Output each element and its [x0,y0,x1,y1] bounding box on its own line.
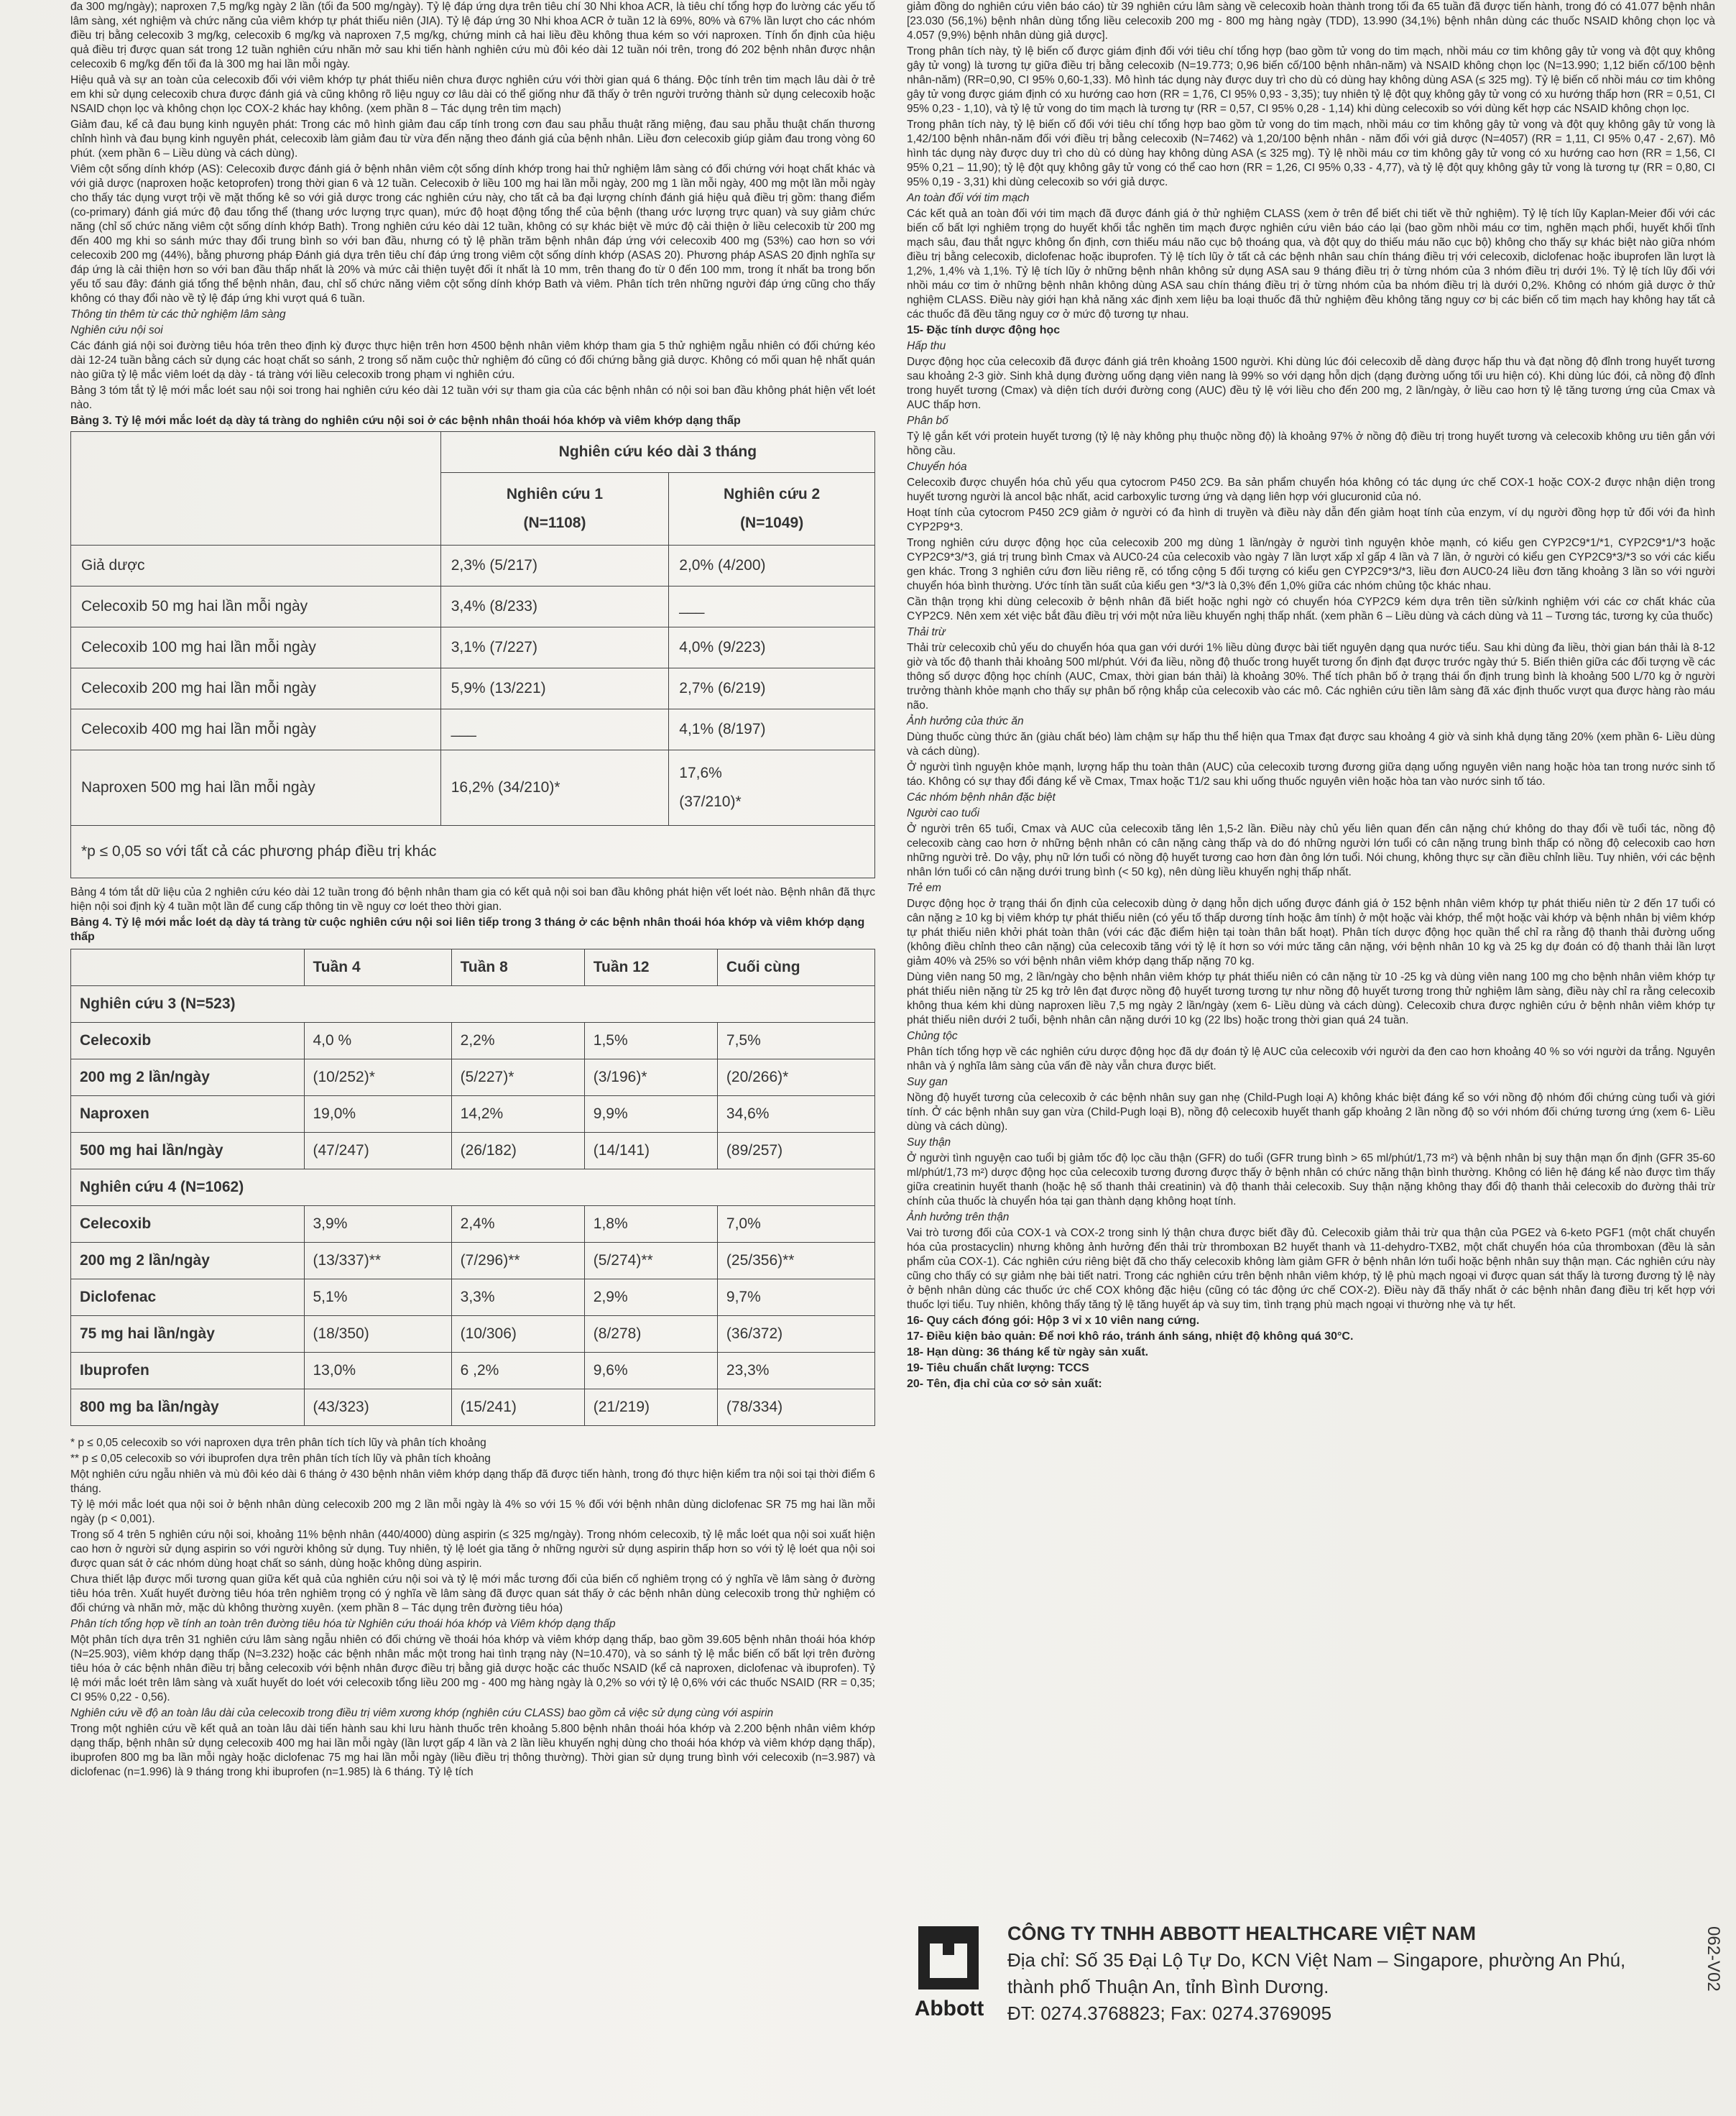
company-address: Địa chỉ: Số 35 Đại Lộ Tự Do, KCN Việt Nam – Singapore, phường An Phú, [1007,1949,1626,1971]
table-row: Celecoxib 400 mg hai lần mỗi ngày ___ 4,1% (8/197) [71,709,875,750]
section-heading: 20- Tên, địa chỉ của cơ sở sản xuất: [907,1378,1102,1390]
section-heading: 17- Điều kiện bảo quản: Để nơi khô ráo, tránh ánh sáng, nhiệt độ không quá 30°C. [907,1330,1354,1343]
table-4 [70,949,875,1426]
paragraph: Tỷ lệ mới mắc loét qua nội soi ở bệnh nhân dùng celecoxib 200 mg 2 lần mỗi ngày là 4% so với 15 % đối với bệnh nhân dùng diclofenac SR 75 mg hai lần mỗi ngày (p < 0,001). [70,1499,875,1525]
paragraph: Trong một nghiên cứu về kết quả an toàn lâu dài tiến hành sau khi lưu hành thuốc trên khoảng 5.800 bệnh nhân thoái hóa khớp và 2.200 bệnh nhân viêm khớp dạng thấp, bệnh nhân sử dụng celecoxib 400 mg hai lần mỗi ngày (lần lượt gấp 4 lần và 2 lần liều khuyến nghị dùng cho thoái hóa khớp và viêm khớp dạng thấp), ibuprofen 800 mg ba lần mỗi ngày hoặc diclofenac 75 mg hai lần mỗi ngày (liều điều trị thông thường). Thời gian sử dụng trung bình với celecoxib (n=3.987) và diclofenac (n=1.996) là 9 tháng trong khi ibuprofen (n=1.985) là 6 tháng. Tỷ lệ tích [70,1723,875,1778]
paragraph: Trong nghiên cứu dược động học của celecoxib 200 mg dùng 1 lần/ngày ở người tình nguyện khỏe mạnh, có kiểu gen CYP2C9*1/*1, CYP2C9*1/*3 hoặc CYP2C9*3/*3, giá trị trung bình Cmax và AUC0-24 của celecoxib vào ngày 7 lần lượt xấp xỉ gấp 4 lần và 7 lần, ở người có kiểu gen CYP2C9*3/*3 so với các kiểu gen khác. Trong 3 nghiên cứu đơn liều riêng rẽ, có tổng cộng 5 đối tượng có kiểu gen CYP2C9*3/*3, liều đơn AUC0-24 liều đơn tăng khoảng 3 lần so với người chuyển hóa bình thường. Ước tính tần suất của kiểu gen *3/*3 là 0,3% đến 1,0% giữa các nhóm chủng tộc khác nhau. [907,537,1715,592]
table-footnote-row: *p ≤ 0,05 so với tất cả các phương pháp điều trị khác [71,826,875,878]
subheading: An toàn đối với tim mạch [907,192,1030,204]
table-row: Celecoxib 200 mg hai lần mỗi ngày 5,9% (13/221) 2,7% (6/219) [71,668,875,709]
table-row: Ibuprofen 13,0% 6 ,2% 9,6% 23,3% [71,1353,875,1389]
table-row: 75 mg hai lần/ngày (18/350) (10/306) (8/278) (36/372) [71,1316,875,1353]
company-name: CÔNG TY TNHH ABBOTT HEALTHCARE VIỆT NAM [1007,1923,1476,1944]
subheading: Nghiên cứu nội soi [70,324,163,336]
subheading: Ảnh hưởng của thức ăn [907,715,1024,727]
paragraph: Dược động học của celecoxib đã được đánh giá trên khoảng 1500 người. Khi dùng lúc đói celecoxib dễ dàng được hấp thu và đạt nồng độ đỉnh trong huyết tương sau khoảng 2-3 giờ. Sinh khả dụng đường uống dạng viên nang là 99% so với dạng hỗn dịch (dạng đường uống tối ưu hiện có). Khi dùng lúc đói, cả nồng độ đỉnh trong huyết tương (Cmax) và diện tích dưới đường cong (AUC) đều tỷ lệ với liều cho đến 200 mg, 2 lần/ngày, ở liều cao hơn tỷ lệ tăng tương ứng của Cmax và AUC thấp hơn. [907,356,1715,411]
right-column [907,0,1715,1393]
table-header-empty [71,432,441,546]
paragraph: Dùng thuốc cùng thức ăn (giàu chất béo) làm chậm sự hấp thu thể hiện qua Tmax đạt được sau khoảng 4 giờ và sinh khả dụng tăng 20% (xem phần 6- Liều dùng và cách dùng). [907,731,1715,758]
abbott-logo [907,1922,992,2030]
footnote: ** p ≤ 0,05 celecoxib so với ibuprofen dựa trên phân tích tích lũy và phân tích khoảng [70,1453,491,1465]
paragraph: Giảm đau, kể cả đau bụng kinh nguyên phát: Trong các mô hình giảm đau cấp tính trong cơn đau sau phẫu thuật răng miệng, đau sau phẫu thuật chấn thương chỉnh hình và đau bụng kinh nguyên phát, celecoxib làm giảm đau từ vừa đến nặng theo đánh giá của bệnh nhân. Liều đơn celecoxib giúp giảm đau trong vòng 60 phút. (xem phần 6 – Liều dùng và cách dùng). [70,119,875,160]
paragraph: Phân tích tổng hợp về các nghiên cứu dược động học đã dự đoán tỷ lệ AUC của celecoxib với người da đen cao hơn khoảng 40 % so với người da trắng. Nguyên nhân và ý nghĩa lâm sàng của vấn đề này vẫn chưa được biết. [907,1046,1715,1072]
table-row: Naproxen 19,0% 14,2% 9,9% 34,6% [71,1096,875,1133]
paragraph: Bảng 4 tóm tắt dữ liệu của 2 nghiên cứu kéo dài 12 tuần trong đó bệnh nhân tham gia có kết quả nội soi ban đầu không phát hiện vết loét nào. Bệnh nhân đã thực hiện nội soi định kỳ 4 tuần một lần để cung cấp thông tin về nguy cơ loét theo thời gian. [70,886,875,913]
subheading: Phân tích tổng hợp về tính an toàn trên đường tiêu hóa từ Nghiên cứu thoái hóa khớp và Viêm khớp dạng thấp [70,1618,616,1630]
paragraph: Nồng độ huyết tương của celecoxib ở các bệnh nhân suy gan nhẹ (Child-Pugh loại A) không khác biệt đáng kể so với nồng độ nhóm đối chứng cùng tuổi và giới tính. Ở các bệnh nhân suy gan vừa (Child-Pugh loại B), nồng độ celecoxib huyết thanh gấp khoảng 2 lần nồng độ so với nhóm đối chứng tương ứng (xem 6- Liều dùng và cách dùng). [907,1092,1715,1133]
table-row: 200 mg 2 lần/ngày (13/337)** (7/296)** (5/274)** (25/356)** [71,1243,875,1279]
subheading: Phân bố [907,415,948,427]
subheading: Thải trừ [907,626,946,638]
paragraph: Trong phân tích này, tỷ lệ biến cố được giám định đối với tiêu chí tổng hợp (bao gồm tử vong do tim mạch, nhồi máu cơ tim không gây tử vong và đột quỵ không gây tử vong) là tương tự giữa điều trị bằng celecoxib (N=19.773; 0,96 biến cố/100 bệnh nhân-năm) và NSAID không chọn lọc (N=13.990; 1,12 biến cố/100 bệnh nhân-năm) (RR=0,90, CI 95% 0,60-1,33). Mô hình tác dụng này được duy trì cho dù có dùng hay không dùng ASA (≤ 325 mg). Tỷ lệ biến cố nhồi máu cơ tim không gây tử vong được giám định có xu hướng cao hơn (RR = 1,76, CI 95% 0,93 - 3,35); tuy nhiên tỷ lệ đột quỵ không gây tử vong có xu hướng thấp hơn (RR = 0,51, CI 95% 0,23 - 1,10), và tỷ lệ tử vong do tim mạch là tương tự (RR = 0,57, CI 95% 0,28 - 1,14) khi dùng celecoxib so với dùng kết hợp các NSAID không chọn lọc. [907,45,1715,115]
table-group-row: Nghiên cứu 4 (N=1062) [71,1169,875,1206]
subheading: Người cao tuổi [907,807,980,819]
section-heading: 19- Tiêu chuẩn chất lượng: TCCS [907,1362,1089,1374]
section-heading: 16- Quy cách đóng gói: Hộp 3 vỉ x 10 viên nang cứng. [907,1315,1200,1327]
document-code: 062-V02 [1704,1926,1723,1992]
table-row: Celecoxib 100 mg hai lần mỗi ngày 3,1% (7/227) 4,0% (9/223) [71,627,875,668]
table-row: 200 mg 2 lần/ngày (10/252)* (5/227)* (3/196)* (20/266)* [71,1059,875,1096]
paragraph: Vai trò tương đối của COX-1 và COX-2 trong sinh lý thận chưa được biết đầy đủ. Celecoxib giảm thải trừ qua thận của PGE2 và 6-keto PGF1 (một chất chuyển hóa của prostacyclin) nhưng không ảnh hưởng đến thải trừ thromboxan B2 huyết thanh và 11-dehydro-TXB2, một chất chuyển hóa của thromboxan (đều là sản phẩm của COX-1). Các nghiên cứu riêng biệt đã cho thấy celecoxib không làm giảm GFR ở bệnh nhân lớn tuổi hoặc bệnh nhân suy thận mạn. Các nghiên cứu này cũng cho thấy có sự giảm nhẹ bài tiết natri. Trong các nghiên cứu trên bệnh nhân viêm khớp, tỷ lệ phù mạch ngoại vi được quan sát thấy là tương đương tỷ lệ này ở bệnh nhân dùng các thuốc ức chế COX không đặc hiệu (cũng có tác động ức chế COX-2). Điều này đã thấy nhất ở các bệnh nhân đang điều trị kết hợp với thuốc lợi tiểu. Tuy nhiên, không thấy tăng tỷ lệ tăng huyết áp và suy tim, tình trạng phù mạch ngoại vi thường nhẹ và tự hết. [907,1227,1715,1311]
paragraph: Một phân tích dựa trên 31 nghiên cứu lâm sàng ngẫu nhiên có đối chứng về thoái hóa khớp và viêm khớp dạng thấp, bao gồm 39.605 bệnh nhân thoái hóa khớp (N=25.903), viêm khớp dạng thấp (N=3.232) hoặc các bệnh nhân mắc một trong hai tình trạng này (N=10.470), và so sánh tỷ lệ mắc biến cố bất lợi trên đường tiêu hóa ở các bệnh nhân điều trị bằng celecoxib với bệnh nhân được điều trị bằng giả dược hoặc các thuốc NSAID (kể cả naproxen, diclofenac và ibuprofen). Tỷ lệ mới mắc loét trên lâm sàng và xuất huyết do loét với celecoxib tổng liều 200 mg - 400 mg hàng ngày là 0,2% so với tỷ lệ 0,6% với các thuốc NSAID (RR = 0,35; CI 95% 0,22 - 0,56). [70,1634,875,1703]
paragraph: Viêm cột sống dính khớp (AS): Celecoxib được đánh giá ở bệnh nhân viêm cột sống dính khớp trong hai thử nghiệm lâm sàng có đối chứng với hoạt chất khác và với giả dược (naproxen hoặc ketoprofen) trong thời gian 6 và 12 tuần. Celecoxib ở liều 100 mg hai lần mỗi ngày, 200 mg 1 lần mỗi ngày, 400 mg một lần mỗi ngày cho thấy tác dụng vượt trội về mặt thống kê so với giả dược trong các nghiên cứu này, cho tất cả ba đại lượng chính đánh giá hiệu quả điều trị gồm: thang điểm (co-primary) đánh giá mức độ đau tổng thể (thang ước lượng trực quan), mức độ hoạt động tổng thể của bệnh (thang ước lượng trực quan) và suy giảm chức năng (chỉ số chức năng viêm cột sống dính khớp Bath). Trong nghiên cứu kéo dài 12 tuần, không có sự khác biệt về mức độ cải thiện ở liều celecoxib từ 200 mg đến 400 mg khi so sánh mức thay đổi trung bình so với ban đầu, nhưng có tỷ lệ phần trăm bệnh nhân đáp ứng với celecoxib 400 mg (53%) cao hơn so với celecoxib 200 mg (44%), bằng phương pháp Đánh giá dựa trên tiêu chí đáp ứng trong viêm cột sống dính khớp (ASAS 20). Phương pháp ASAS 20 định nghĩa sự đáp ứng là cải thiện hơn so với ban đầu thấp nhất là 20% và mức cải thiện tuyệt đối ít nhất là 10 mm, trên thang đo từ 0 đến 100 mm, trong ít nhất ba trong bốn yếu tố sau đây: đánh giá tổng thể bệnh nhân, đau, chỉ số chức năng viêm cột sống dính khớp Bath và viêm. Phân tích trên những người đáp ứng cũng cho thấy không có thay đổi nào về tỷ lệ đáp ứng khi vượt quá 6 tuần. [70,163,875,305]
paragraph: giảm đồng do nghiên cứu viên báo cáo) từ 39 nghiên cứu lâm sàng về celecoxib hoàn thành trong tối đa 65 tuần đã được tiến hành, trong đó có 41.077 bệnh nhân [23.030 (56,1%) bệnh nhân dùng tổng liều celecoxib 200 mg - 800 mg hàng ngày (TDD), 13.990 (34,1%) bệnh nhân dùng các thuốc NSAID không chọn lọc và 4.057 (9,9%) bệnh nhân dùng giả dược]. [907,1,1715,42]
paragraph: Hoạt tính của cytocrom P450 2C9 giảm ở người có đa hình di truyền và điều này dẫn đến giảm hoạt tính của enzym, ví dụ người đồng hợp tử đối với đa hình CYP2P9*3. [907,507,1715,533]
paragraph: đa 300 mg/ngày); naproxen 7,5 mg/kg ngày 2 lần (tối đa 500 mg/ngày). Tỷ lệ đáp ứng dựa trên tiêu chí 30 Nhi khoa ACR, là tiêu chí tổng hợp đo lường các yếu tố lâm sàng, xét nghiệm và chức năng của viêm khớp tự phát thiếu niên (JIA). Tỷ lệ đáp ứng 30 Nhi khoa ACR ở tuần 12 là 69%, 80% và 67% lần lượt cho các nhóm điều trị bằng celecoxib 3 mg/kg, celecoxib 6 mg/kg và naproxen 7,5 mg/kg, chứng minh cả hai liều đều không thua kém so với naproxen. Tính ổn định của hiệu quả điều trị được quan sát trong 12 tuần nghiên cứu nhãn mở sau khi tiến hành nghiên cứu mù đôi kéo dài 12 tuần nói trên, trong đó 202 bệnh nhân được nhận celecoxib 6 mg/kg đến tối đa là 300 mg hai lần mỗi ngày. [70,1,875,70]
manufacturer-block [907,1920,1712,2043]
paragraph: Dùng viên nang 50 mg, 2 lần/ngày cho bệnh nhân viêm khớp tự phát thiếu niên có cân nặng từ 10 -25 kg và dùng viên nang 100 mg cho bệnh nhân viêm khớp tự phát thiếu niên nặng từ 25 kg trở lên đạt được nồng độ huyết tương tương tự như nồng độ huyết tương trong thử nghiệm lâm sàng, điều này chỉ ra rằng celecoxib không thua kém khi dùng naproxen liều 7,5 mg ngày 2 lần/ngày (xem 6- Liều dùng và cách dùng). Celecoxib chưa được nghiên cứu ở bệnh nhân viêm khớp tự phát thiếu niên dưới 2 tuổi, bệnh nhân cân nặng dưới 10 kg (22 lbs) hoặc trong thời gian quá 24 tuần. [907,971,1715,1026]
paragraph: Ở người trên 65 tuổi, Cmax và AUC của celecoxib tăng lên 1,5-2 lần. Điều này chủ yếu liên quan đến cân nặng chứ không do thay đổi về tuổi tác, nồng độ celecoxib càng cao hơn ở những bệnh nhân có cân nặng càng thấp và do đó những người lớn tuổi có cân nặng trung bình thấp có nồng độ celecoxib cao hơn những người trẻ. Do vậy, phụ nữ lớn tuổi có nồng độ huyết tương cao hơn đàn ông lớn tuổi. Nói chung, không thực sự cần điều chỉnh liều. Tuy nhiên, với các bệnh nhân lớn tuổi có cân nặng dưới trung bình (< 50 kg), nên dùng liều khuyến nghị thấp nhất. [907,823,1715,878]
paragraph: Bảng 3 tóm tắt tỷ lệ mới mắc loét sau nội soi trong hai nghiên cứu kéo dài 12 tuần với sự tham gia của các bệnh nhân có nội soi ban đầu không phát hiện vết loét nào. [70,385,875,411]
paragraph: Các kết quả an toàn đối với tim mạch đã được đánh giá ở thử nghiệm CLASS (xem ở trên để biết chi tiết về thử nghiệm). Tỷ lệ tích lũy Kaplan-Meier đối với các biến cố bất lợi nghiêm trọng do huyết khối tắc nghẽn tim mạch được nghiên cứu viên báo cáo lại (bao gồm nhồi máu cơ tim, nghẽn mạch phổi, huyết khối tĩnh mạch sâu, đau thắt ngực không ổn định, cơn thiếu máu não cục bộ thoáng qua, và đột quỵ do thiếu máu não cục bộ) không cho thấy sự khác biệt nào giữa nhóm điều trị bằng celecoxib, diclofenac hoặc ibuprofen. Tỷ lệ tích lũy ở tất cả các bệnh nhân sau chín tháng điều trị với celecoxib, diclofenac hoặc ibuprofen lần lượt là 1,2%, 1,4% và 1,1%. Tỷ lệ tích lũy ở những bệnh nhân không sử dụng ASA sau 9 tháng điều trị ở từng nhóm của 3 nhóm điều trị dưới 1%. Tỷ lệ tích lũy đối với nhồi máu cơ tim ở những bệnh nhân không dùng ASA sau chín tháng điều trị ở từng nhóm của ba nhóm điều trị là dưới 0,2%. Không có nhóm giả dược ở thử nghiệm CLASS. Điều này giới hạn khả năng xác định xem liệu ba loại thuốc đã thử nghiệm đều không tăng nguy cơ bị các biến cố tim mạch hay không hay tất cả các thuốc đã đều tăng nguy cơ ở mức độ tương tự nhau. [907,208,1715,321]
paragraph: Cần thận trọng khi dùng celecoxib ở bệnh nhân đã biết hoặc nghi ngờ có chuyển hóa CYP2C9 kém dựa trên tiền sử/kinh nghiệm với các cơ chất khác của CYP2C9. Nên xem xét việc bắt đầu điều trị với một nửa liều khuyến nghị thấp nhất. (xem phần 6 – Liều dùng và cách dùng và 11 – Tương tác, tương kỵ của thuốc) [907,596,1715,622]
paragraph: Một nghiên cứu ngẫu nhiên và mù đôi kéo dài 6 tháng ở 430 bệnh nhân viêm khớp dạng thấp đã được tiến hành, trong đó thực hiện kiểm tra nội soi tại thời điểm 6 tháng. [70,1468,875,1495]
table-group-row: Nghiên cứu 3 (N=523) [71,986,875,1023]
section-heading: 18- Hạn dùng: 36 tháng kể từ ngày sản xuất. [907,1346,1149,1358]
paragraph: Thải trừ celecoxib chủ yếu do chuyển hóa qua gan với dưới 1% liều dùng được bài tiết nguyên dạng qua nước tiểu. Sau khi dùng đa liều, thời gian bán thải là 8-12 giờ và tốc độ thanh thải khoảng 500 ml/phút. Với đa liều, nồng độ thuốc trong huyết tương ổn định đạt được trước ngày thứ 5. Biến thiên giữa các đối tượng về các thông số dược động học chính (AUC, Cmax, thời gian bán thải) là khoảng 30%. Thể tích phân bố ở trạng thái ổn định trung bình là khoảng 500 L/70 kg ở người trưởng thành khỏe mạnh cho thấy sự phân bố rộng khắp của celecoxib vào các mô. Các nghiên cứu tiền lâm sàng đã xác định thuốc vượt qua được hàng rào máu não. [907,642,1715,712]
paragraph: Ở người tình nguyện khỏe mạnh, lượng hấp thu toàn thân (AUC) của celecoxib tương đương giữa dạng uống nguyên viên nang hoặc hòa tan trong nước sinh tố táo. Không có sự thay đổi đáng kể về Cmax, Tmax hoặc T1/2 sau khi uống thuốc nguyên viên hoặc hòa tan vào nước sinh tố táo. [907,761,1715,788]
subheading: Chủng tộc [907,1030,958,1042]
paragraph: Trong phân tích này, tỷ lệ biến cố đối với tiêu chí tổng hợp bao gồm tử vong do tim mạch, nhồi máu cơ tim không gây tử vong và đột quỵ không gây tử vong là 1,42/100 bệnh nhân-năm đối với điều trị bằng celecoxib (N=7462) và 1,20/100 bệnh nhân - năm đối với giả dược (N=4057) (RR = 1,11, CI 95% 0,47 - 2,67). Mô hình tác dụng này được duy trì cho dù có dùng hay không dùng ASA (≤ 325 mg). Tỷ lệ nhồi máu cơ tim không gây tử vong có xu hướng cao hơn (RR = 1,56, CI 95% 0,21 – 11,90); tỷ lệ đột quỵ không gây tử vong có thể cao hơn (RR = 1,26, CI 95% 0,33 - 4,77), và tỷ lệ đột quỵ không gây tử vong là tương tự (RR = 0,80, CI 95% 0,19 - 3,31) khi dùng celecoxib so với giả dược. [907,119,1715,188]
subheading: Suy gan [907,1076,948,1088]
subheading: Suy thận [907,1136,951,1149]
table-row: 800 mg ba lần/ngày (43/323) (15/241) (21/219) (78/334) [71,1389,875,1426]
company-info [1007,1920,1640,2027]
table-header-group: Nghiên cứu kéo dài 3 tháng [440,432,874,473]
subheading: Chuyển hóa [907,461,967,473]
table-row: Celecoxib 50 mg hai lần mỗi ngày 3,4% (8/233) ___ [71,586,875,627]
paragraph: Dược động học ở trạng thái ổn định của celecoxib dùng ở dạng hỗn dịch uống được đánh giá ở 152 bệnh nhân viêm khớp tự phát thiếu niên từ 2 đến 17 tuổi có cân nặng ≥ 10 kg bị viêm khớp tự phát thiếu niên (có yếu tố thấp dương tính hoặc âm tính) ở một hoặc vài khớp, thể một hoặc vài khớp và bệnh nhân bị viêm khớp tự phát thiếu niên khởi phát toàn thân (với các đặc điểm hiện tại toàn thân bất hoạt). Phân tích dược động học quần thể chỉ ra rằng độ thanh thải đường uống (không điều chỉnh theo cân nặng) của celecoxib tăng với tỷ lệ ít hơn so với mức tăng cân nặng, với bệnh nhân 10 kg và 25 kg dự đoán có độ thanh thải lần lượt giảm 40% và 25% so với bệnh nhân viêm khớp dạng thấp nặng 70 kg. [907,898,1715,967]
paragraph: Celecoxib được chuyển hóa chủ yếu qua cytocrom P450 2C9. Ba sản phẩm chuyển hóa không có tác dụng ức chế COX-1 hoặc COX-2 được nhận diện trong huyết tương người là ancol bậc nhất, acid carboxylic tương ứng và dạng liên hợp với glucuronid của nó. [907,477,1715,503]
abbott-logo-text: Abbott [914,1997,984,2020]
subheading: Trẻ em [907,882,941,894]
table-3-caption: Bảng 3. Tỷ lệ mới mắc loét dạ dày tá tràng do nghiên cứu nội soi ở các bệnh nhân thoái hóa khớp và viêm khớp dạng thấp [70,415,741,427]
subheading: Hấp thu [907,340,946,352]
paragraph: Ở người tình nguyện cao tuổi bị giảm tốc độ lọc cầu thận (GFR) do tuổi (GFR trung bình > 65 ml/phút/1,73 m²) và bệnh nhân bị suy thận mạn ổn định (GFR 35-60 ml/phút/1,73 m²) dược động học của celecoxib tương đương được thấy ở bệnh nhân có chức năng thận bình thường. Không có liên hệ đáng kể nào được tìm thấy giữa creatinin huyết thanh (hoặc hệ số thanh thải creatinin) và độ thanh thải celecoxib. Suy thận nặng không thay đổi độ thanh thải celecoxib do đường thải trừ chính của thuốc là chuyển hóa tại gan thành dạng không hoạt tính. [907,1152,1715,1208]
subheading: Nghiên cứu về độ an toàn lâu dài của celecoxib trong điều trị viêm xương khớp (nghiên cứu CLASS) bao gồm cả việc sử dụng cùng với aspirin [70,1707,774,1719]
table-row: Naproxen 500 mg hai lần mỗi ngày 16,2% (34/210)* 17,6% (37/210)* [71,750,875,826]
abbott-logo-icon [914,1922,983,1994]
section-heading: 15- Đặc tính dược động học [907,324,1061,336]
table-3 [70,431,875,878]
company-phone: ĐT: 0274.3768823; Fax: 0274.3769095 [1007,2002,1332,2024]
paragraph: Tỷ lệ gắn kết với protein huyết tương (tỷ lệ này không phụ thuộc nồng độ) là khoảng 97% ở nồng độ điều trị trong huyết tương và celecoxib không ưu tiên gắn với hồng cầu. [907,431,1715,457]
paragraph: Các đánh giá nội soi đường tiêu hóa trên theo định kỳ được thực hiện trên hơn 4500 bệnh nhân viêm khớp tham gia 5 thử nghiệm ngẫu nhiên có đối chứng kéo dài 12-24 tuần bằng cách sử dụng các hoạt chất so sánh, 2 trong số năm cuộc thử nghiệm đó cũng có đối chứng bằng giả dược. Không có mối quan hệ nhất quán nào giữa tỷ lệ mắc viêm loét dạ dày - tá tràng với liều celecoxib trong phạm vi nghiên cứu. [70,340,875,381]
company-address: thành phố Thuận An, tỉnh Bình Dương. [1007,1976,1329,1997]
subheading: Ảnh hưởng trên thận [907,1211,1010,1223]
table-header-study-1: Nghiên cứu 1 (N=1108) [440,473,669,546]
table-header-study-2: Nghiên cứu 2 (N=1049) [669,473,875,546]
table-row: Celecoxib 4,0 % 2,2% 1,5% 7,5% [71,1023,875,1059]
subheading: Thông tin thêm từ các thử nghiệm lâm sàng [70,308,286,321]
left-column [70,0,875,1781]
table-row: 500 mg hai lần/ngày (47/247) (26/182) (14/141) (89/257) [71,1133,875,1169]
table-row: Diclofenac 5,1% 3,3% 2,9% 9,7% [71,1279,875,1316]
footnote: * p ≤ 0,05 celecoxib so với naproxen dựa trên phân tích tích lũy và phân tích khoảng [70,1437,486,1449]
table-4-caption: Bảng 4. Tỷ lệ mới mắc loét dạ dày tá tràng từ cuộc nghiên cứu nội soi liên tiếp trong 3 tháng ở các bệnh nhân thoái hóa khớp và viêm khớp dạng thấp [70,916,865,943]
paragraph: Trong số 4 trên 5 nghiên cứu nội soi, khoảng 11% bệnh nhân (440/4000) dùng aspirin (≤ 325 mg/ngày). Trong nhóm celecoxib, tỷ lệ mắc loét qua nội soi xuất hiện cao hơn ở người sử dụng aspirin so với người không sử dụng. Tuy nhiên, tỷ lệ loét gia tăng ở những người sử dụng aspirin thấp hơn so với tỷ lệ loét qua nội soi được quan sát ở các nhóm dùng hoạt chất so sánh, dùng hoặc không dùng aspirin. [70,1529,875,1570]
table-header-row: Tuần 4 Tuần 8 Tuần 12 Cuối cùng [71,949,875,986]
subheading: Các nhóm bệnh nhân đặc biệt [907,791,1056,804]
table-row: Celecoxib 3,9% 2,4% 1,8% 7,0% [71,1206,875,1243]
paragraph: Hiệu quả và sự an toàn của celecoxib đối với viêm khớp tự phát thiếu niên chưa được nghiên cứu với thời gian quá 6 tháng. Độc tính trên tim mạch lâu dài ở trẻ em khi sử dụng celecoxib chưa được đánh giá và cũng không rõ liệu nguy cơ lâu dài có thể giống như đã thấy ở trên người trưởng thành sử dụng celecoxib hoặc NSAID chọn lọc và không chọn lọc COX-2 khác hay không. (xem phần 8 – Tác dụng trên tim mạch) [70,74,875,115]
paragraph: Chưa thiết lập được mối tương quan giữa kết quả của nghiên cứu nội soi và tỷ lệ mới mắc tương đối của biến cố nghiêm trọng có ý nghĩa về lâm sàng ở đường tiêu hóa trên. Xuất huyết đường tiêu hóa trên nghiêm trọng có ý nghĩa về lâm sàng đã được quan sát thấy ở các bệnh nhân dùng celecoxib trong thử nghiệm có đối chứng và nhãn mở, mặc dù không thường xuyên. (xem phần 8 – Tác dụng trên đường tiêu hóa) [70,1573,875,1614]
table-row: Giả dược 2,3% (5/217) 2,0% (4/200) [71,546,875,586]
